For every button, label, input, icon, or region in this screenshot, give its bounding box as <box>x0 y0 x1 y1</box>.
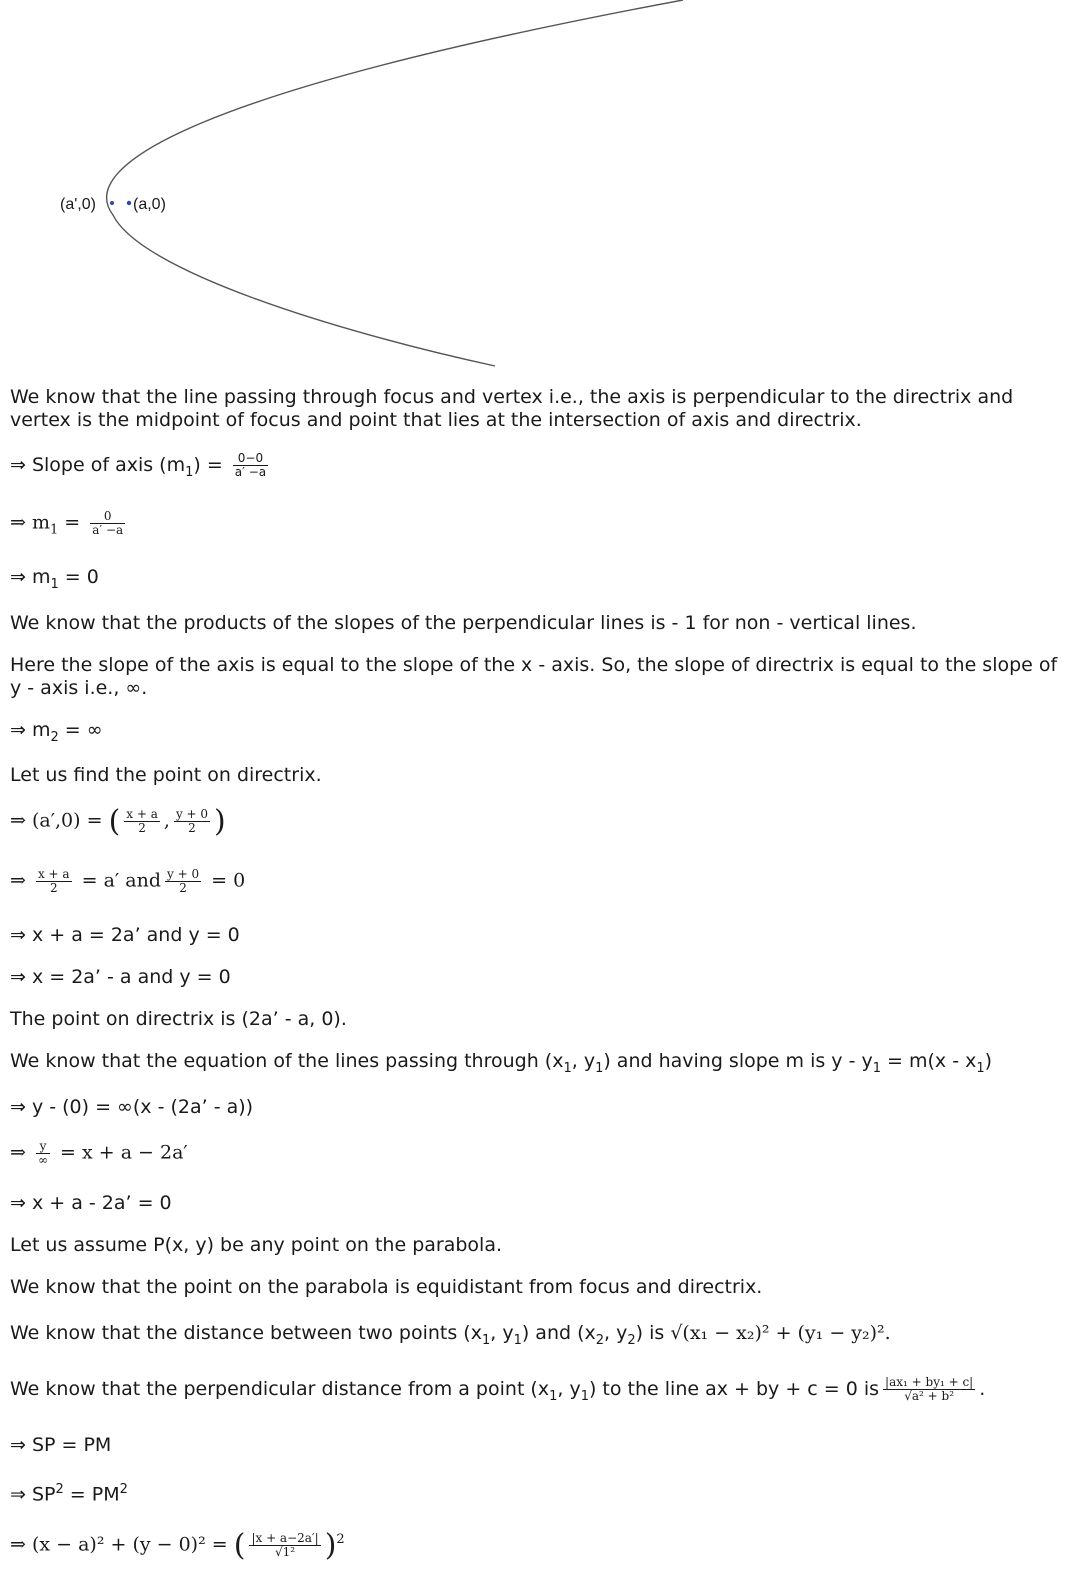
equation-x-value: ⇒ x = 2a’ - a and y = 0 <box>10 966 231 988</box>
p10-end: . <box>979 1378 986 1400</box>
paragraph-distance-formula <box>10 1322 891 1352</box>
slope-rhs: ) = <box>193 454 223 476</box>
p6-e: ) <box>984 1050 993 1072</box>
p10-a: We know that the perpendicular distance from a point (x <box>10 1378 550 1400</box>
m1-num: 0 <box>103 509 112 523</box>
sep-num-x: x + a <box>37 867 70 881</box>
sep-num-y: y + 0 <box>167 867 200 881</box>
final-den: √1² <box>249 1545 320 1559</box>
sep-arrow: ⇒ <box>10 869 26 892</box>
separate-equations <box>10 868 245 895</box>
midpoint-close-paren: ) <box>214 804 226 839</box>
final-lhs: ⇒ (x − a)² + (y − 0)² = <box>10 1533 228 1556</box>
equation-y-over-infinity <box>10 1140 188 1167</box>
parabola-figure <box>0 0 1076 375</box>
final-exponent: 2 <box>336 1532 345 1547</box>
midpoint-num-y: y + 0 <box>175 807 209 821</box>
midpoint-num-x: x + a <box>126 807 158 821</box>
sep-frac-x <box>36 868 72 895</box>
m2-rhs: = ∞ <box>58 719 103 741</box>
midpoint-open-paren: ( <box>108 804 121 839</box>
final-close-paren: ) <box>324 1527 337 1563</box>
p9-a: We know that the distance between two points (x <box>10 1322 482 1344</box>
p6-c: ) and having slope m is y - y <box>603 1050 873 1072</box>
p6-b: , y <box>571 1050 596 1072</box>
m2-lhs: ⇒ m <box>10 719 51 741</box>
m1-zero-equation <box>10 566 99 596</box>
p10-b: , y <box>557 1378 581 1400</box>
m1-fraction-equation <box>10 510 129 541</box>
p6-s1: 1 <box>563 1060 572 1076</box>
sp2-b: = PM <box>63 1483 120 1506</box>
midpoint-frac-y <box>174 808 210 835</box>
slope-sub: 1 <box>185 464 194 480</box>
p6-a: We know that the equation of the lines passing through (x <box>10 1050 564 1072</box>
p10-den: √a² + b² <box>883 1389 975 1403</box>
paragraph-directrix-slope-2: y - axis i.e., ∞. <box>10 677 148 699</box>
p6-s3: 1 <box>872 1060 881 1076</box>
eq4-rhs: = x + a − 2a′ <box>60 1141 188 1164</box>
slope-num: 0−0 <box>237 451 264 465</box>
m1-lhs: ⇒ m <box>10 511 50 534</box>
m1-den: a′ −a <box>92 523 124 537</box>
p9-s2: 1 <box>513 1332 522 1348</box>
m1-eq: = <box>58 511 81 534</box>
p9-s1: 1 <box>481 1332 491 1348</box>
directrix-point-marker <box>110 201 114 205</box>
m2-equation <box>10 719 103 749</box>
paragraph-directrix-slope-1: Here the slope of the axis is equal to the slope of the x - axis. So, the slope of directrix is equal to the slope of <box>10 654 1058 676</box>
p9-c: ) and (x <box>521 1322 596 1344</box>
paragraph-find-point: Let us find the point on directrix. <box>10 764 322 786</box>
m1-zero-rhs: = 0 <box>58 566 99 588</box>
sep-mid: = a′ and <box>75 869 161 892</box>
equation-directrix: ⇒ x + a - 2a’ = 0 <box>10 1192 172 1214</box>
p6-d: = m(x - x <box>881 1050 977 1072</box>
paragraph-axis-1: We know that the line passing through focus and vertex i.e., the axis is perpendicular to the directrix and <box>10 386 1014 408</box>
perp-distance-fraction <box>883 1376 975 1403</box>
paragraph-line-equation <box>10 1050 992 1080</box>
sep-den-y: 2 <box>165 881 201 895</box>
sp2-s1: 2 <box>55 1482 64 1497</box>
slope-fraction <box>233 452 268 479</box>
equation-x-plus-a: ⇒ x + a = 2a’ and y = 0 <box>10 924 240 946</box>
p9-s3: 2 <box>595 1332 605 1348</box>
m1-zero-lhs: ⇒ m <box>10 566 51 588</box>
parabola-curve <box>107 0 683 366</box>
midpoint-den-x: 2 <box>124 821 160 835</box>
p6-s2: 1 <box>595 1060 604 1076</box>
directrix-point-label: (a',0) <box>60 196 96 213</box>
sep-frac-y <box>165 868 201 895</box>
sep-end: = 0 <box>205 869 246 892</box>
p9-s4: 2 <box>627 1332 636 1348</box>
eq4-num: y <box>39 1139 47 1153</box>
final-open-paren: ( <box>233 1527 246 1563</box>
m1-fraction <box>90 510 125 537</box>
midpoint-frac-x <box>124 808 160 835</box>
eq4-den: ∞ <box>37 1153 48 1167</box>
paragraph-assume-point: Let us assume P(x, y) be any point on the parabola. <box>10 1234 503 1256</box>
paragraph-perpendicular-distance <box>10 1376 985 1408</box>
focus-label: (a,0) <box>133 196 166 213</box>
slope-of-axis-equation <box>10 452 272 484</box>
equation-sp-squared <box>10 1478 128 1506</box>
m2-sub: 2 <box>50 729 59 745</box>
paragraph-axis-2: vertex is the midpoint of focus and point that lies at the intersection of axis and directrix. <box>10 409 862 431</box>
distance-formula: √(x₁ − x₂)² + (y₁ − y₂)². <box>670 1322 891 1344</box>
slope-den: a′ −a <box>234 465 267 479</box>
equation-sp-pm: ⇒ SP = PM <box>10 1434 112 1456</box>
m1-sub: 1 <box>49 522 59 538</box>
p10-num: |ax₁ + by₁ + c| <box>885 1375 974 1389</box>
sep-den-x: 2 <box>36 881 72 895</box>
final-fraction <box>249 1532 320 1559</box>
paragraph-directrix-point: The point on directrix is (2a’ - a, 0). <box>10 1008 347 1030</box>
p6-s4: 1 <box>976 1060 985 1076</box>
m1-zero-sub: 1 <box>50 576 59 592</box>
parabola-svg <box>0 0 1076 375</box>
focus-dot <box>127 201 131 205</box>
p9-b: , y <box>490 1322 514 1344</box>
equation-directrix-substitution: ⇒ y - (0) = ∞(x - (2a’ - a)) <box>10 1096 254 1118</box>
p9-e: ) is <box>635 1322 671 1344</box>
midpoint-lhs: ⇒ (a′,0) = <box>10 809 103 832</box>
sp2-s2: 2 <box>119 1482 128 1497</box>
p10-s2: 1 <box>580 1388 589 1404</box>
p10-s1: 1 <box>549 1388 558 1404</box>
midpoint-den-y: 2 <box>174 821 210 835</box>
final-num: |x + a−2a′| <box>251 1530 319 1545</box>
paragraph-perpendicular: We know that the products of the slopes of the perpendicular lines is - 1 for non - vertical lines. <box>10 612 917 634</box>
p10-c: ) to the line ax + by + c = 0 is <box>588 1378 880 1400</box>
midpoint-equation: ⇒ (a′,0) = ( $\frac{x + a}{2}$ , $\frac{y + 0}{2}$ ) <box>10 804 226 839</box>
eq4-arrow: ⇒ <box>10 1141 26 1164</box>
slope-lhs: ⇒ Slope of axis (m <box>10 454 186 476</box>
paragraph-equidistant: We know that the point on the parabola is equidistant from focus and directrix. <box>10 1276 763 1298</box>
p9-d: , y <box>604 1322 628 1344</box>
final-equation <box>10 1527 345 1563</box>
sp2-a: ⇒ SP <box>10 1483 56 1506</box>
eq4-fraction <box>36 1140 50 1167</box>
